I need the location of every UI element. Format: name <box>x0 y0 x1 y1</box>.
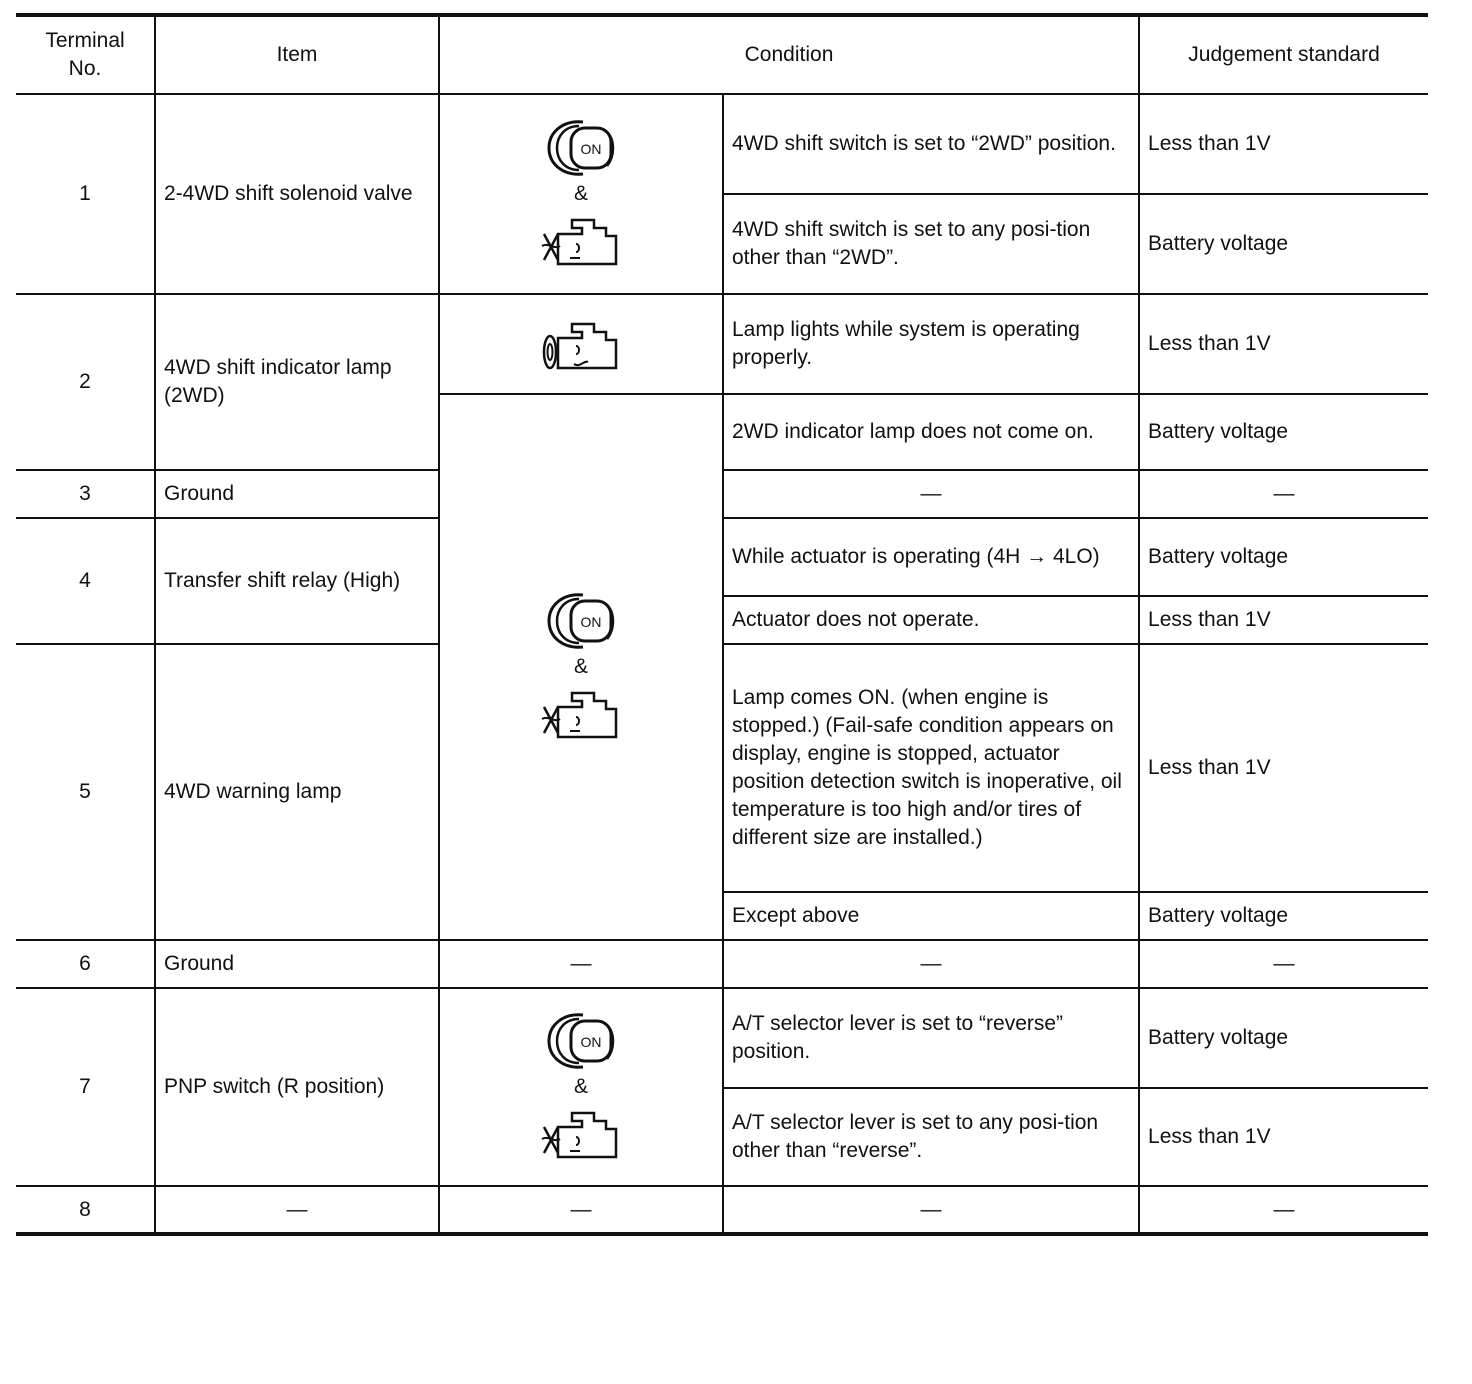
item-name: — <box>155 1186 439 1234</box>
header-condition: Condition <box>439 15 1139 94</box>
engine-stopped-icon <box>536 1101 626 1165</box>
condition-text: — <box>723 470 1139 518</box>
ampersand: & <box>573 655 588 678</box>
item-name: 2-4WD shift solenoid valve <box>155 94 439 294</box>
condition-text: — <box>723 940 1139 988</box>
ignition-key-on-icon <box>541 589 621 653</box>
ampersand: & <box>573 1075 588 1098</box>
item-name: 4WD warning lamp <box>155 644 439 940</box>
item-name: 4WD shift indicator lamp (2WD) <box>155 294 439 470</box>
item-name: PNP switch (R position) <box>155 988 439 1186</box>
judgement-value: Less than 1V <box>1139 1088 1428 1186</box>
condition-text: 4WD shift switch is set to any posi-tion other than “2WD”. <box>723 194 1139 294</box>
ignition-key-on-icon <box>541 116 621 180</box>
state-icons <box>439 394 723 940</box>
terminal-number: 8 <box>16 1186 155 1234</box>
judgement-value: Battery voltage <box>1139 518 1428 596</box>
table-row <box>16 940 1428 988</box>
ignition-key-on-icon <box>541 1009 621 1073</box>
judgement-value: Less than 1V <box>1139 644 1428 892</box>
state-icons <box>439 294 723 394</box>
item-name: Transfer shift relay (High) <box>155 518 439 644</box>
state-icons: — <box>439 940 723 988</box>
condition-text: — <box>723 1186 1139 1234</box>
condition-text: Lamp lights while system is operating properly. <box>723 294 1139 394</box>
terminal-number: 4 <box>16 518 155 644</box>
ampersand: & <box>573 182 588 205</box>
state-icons <box>439 94 723 294</box>
engine-running-icon <box>536 312 626 376</box>
judgement-value: Battery voltage <box>1139 988 1428 1088</box>
judgement-value: Less than 1V <box>1139 596 1428 644</box>
terminal-number: 5 <box>16 644 155 940</box>
terminal-number: 7 <box>16 988 155 1186</box>
header-terminal: Terminal No. <box>16 15 155 94</box>
terminal-number: 2 <box>16 294 155 470</box>
judgement-value: Battery voltage <box>1139 194 1428 294</box>
condition-text: 4WD shift switch is set to “2WD” position. <box>723 94 1139 194</box>
judgement-value: — <box>1139 1186 1428 1234</box>
judgement-value: Less than 1V <box>1139 94 1428 194</box>
condition-text: Actuator does not operate. <box>723 596 1139 644</box>
condition-text: A/T selector lever is set to any posi-tion other than “reverse”. <box>723 1088 1139 1186</box>
terminal-spec-table <box>16 13 1428 1236</box>
engine-stopped-icon <box>536 208 626 272</box>
table-row <box>16 294 1428 394</box>
terminal-number: 6 <box>16 940 155 988</box>
table-row <box>16 988 1428 1088</box>
condition-text: A/T selector lever is set to “reverse” position. <box>723 988 1139 1088</box>
header-item: Item <box>155 15 439 94</box>
condition-text: Lamp comes ON. (when engine is stopped.) (Fail-safe condition appears on display, engine is stopped, actuator position detection switch is inoperative, oil temperature is too high and/or tires of different size are installed.) <box>723 644 1139 892</box>
judgement-value: Battery voltage <box>1139 394 1428 470</box>
condition-text: 2WD indicator lamp does not come on. <box>723 394 1139 470</box>
judgement-value: Battery voltage <box>1139 892 1428 940</box>
condition-text: While actuator is operating (4H → 4LO) <box>723 518 1139 596</box>
judgement-value: — <box>1139 470 1428 518</box>
item-name: Ground <box>155 940 439 988</box>
state-icons: — <box>439 1186 723 1234</box>
engine-stopped-icon <box>536 681 626 745</box>
table-row <box>16 1186 1428 1234</box>
header-judgement: Judgement standard <box>1139 15 1428 94</box>
judgement-value: Less than 1V <box>1139 294 1428 394</box>
terminal-number: 3 <box>16 470 155 518</box>
condition-text: Except above <box>723 892 1139 940</box>
header-row <box>16 15 1428 94</box>
judgement-value: — <box>1139 940 1428 988</box>
item-name: Ground <box>155 470 439 518</box>
table-row <box>16 94 1428 194</box>
state-icons <box>439 988 723 1186</box>
terminal-number: 1 <box>16 94 155 294</box>
